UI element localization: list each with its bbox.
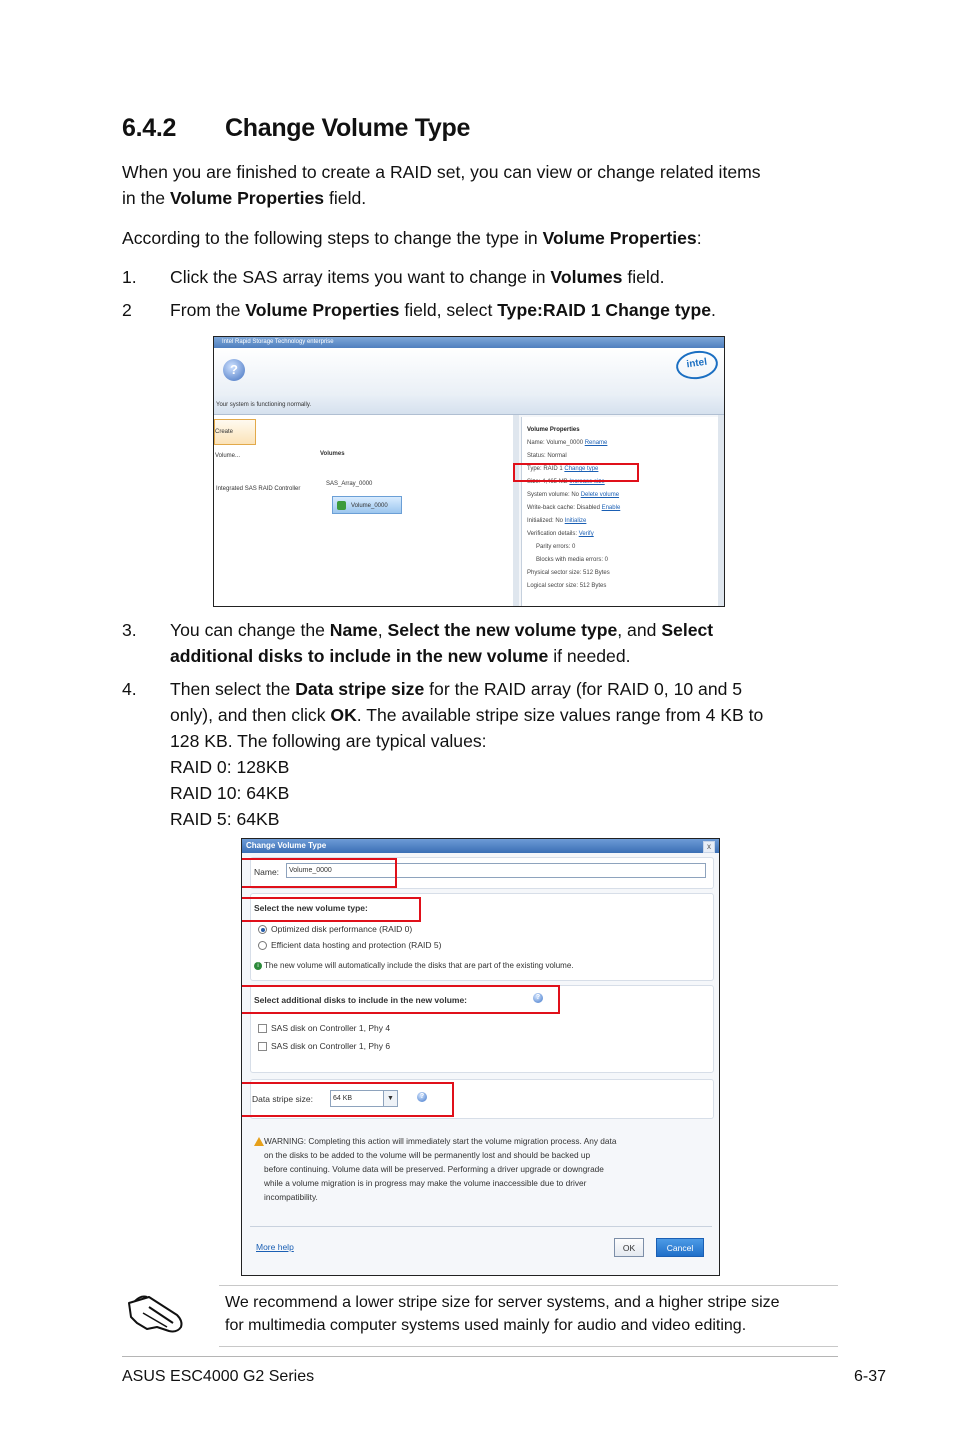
additional-disks-label: Select additional disks to include in the new volume: [254, 995, 468, 1005]
note-text [225, 1291, 835, 1337]
disk-label: SAS disk on Controller 1, Phy 6 [271, 1041, 391, 1051]
help-icon[interactable]: ? [417, 1092, 427, 1102]
initialize-link[interactable]: Initialize [564, 518, 587, 524]
ok-button[interactable]: OK [614, 1238, 644, 1257]
chevron-down-icon[interactable]: ▼ [383, 1091, 397, 1106]
screenshot-storage-manager [213, 336, 725, 607]
footer-rule [122, 1356, 838, 1357]
property-system-volume: System volume: No Delete volume [527, 492, 620, 498]
intro-line: When you are finished to create a RAID set, you can view or change related items [122, 162, 761, 182]
warning-line: before continuing. Volume data will be preserved. Performing a driver upgrade or downgrade [264, 1164, 604, 1174]
pointing-hand-icon [127, 1293, 185, 1337]
highlight-stripe-size [241, 1082, 454, 1117]
intro-paragraph-1 [122, 159, 842, 211]
volume-properties-pane [521, 417, 718, 606]
step-2 [122, 297, 842, 323]
highlight-change-type [513, 463, 639, 482]
rename-link[interactable]: Rename [584, 440, 608, 446]
warning-line: on the disks to be added to the volume will be permanently lost and should be backed up [264, 1150, 591, 1160]
highlight-additional-disks [241, 985, 560, 1014]
note-line: We recommend a lower stripe size for server systems, and a higher stripe size [225, 1294, 780, 1311]
footer-product: ASUS ESC4000 G2 Series [122, 1368, 315, 1385]
property-media-errors: Blocks with media errors: 0 [536, 557, 609, 563]
enable-link[interactable]: Enable [601, 505, 621, 511]
info-icon: i [254, 962, 262, 970]
verify-link[interactable]: Verify [578, 531, 594, 537]
more-help-link[interactable]: More help [256, 1242, 294, 1252]
highlight-name [241, 858, 397, 888]
section-number: 6.4.2 [122, 114, 177, 142]
step-1 [122, 264, 842, 290]
property-verification: Verification details: Verify [527, 531, 594, 537]
close-icon[interactable]: x [703, 841, 715, 853]
step-4 [122, 676, 842, 832]
step-number: 3. [122, 620, 137, 640]
step-text: Click the SAS array items you want to change in Volumes field. [170, 267, 665, 287]
radio-raid5[interactable] [258, 941, 267, 950]
step-number: 2 [122, 300, 132, 320]
property-type: Type: RAID 1 Change type [527, 466, 599, 472]
name-label: Name: [254, 867, 280, 877]
divider [250, 1226, 712, 1227]
footer-page-number: 6-37 [853, 1368, 886, 1385]
disk-label: SAS disk on Controller 1, Phy 4 [271, 1023, 391, 1033]
stripe-value: RAID 5: 64KB [170, 809, 280, 829]
name-input[interactable]: Volume_0000 [286, 863, 706, 878]
note-bottom-rule [219, 1346, 838, 1347]
stripe-size-select[interactable]: 64 KB ▼ [330, 1090, 398, 1107]
help-icon[interactable]: ? [533, 993, 543, 1003]
change-type-link[interactable]: Change type [564, 466, 599, 472]
delete-volume-link[interactable]: Delete volume [580, 492, 620, 498]
step-text: Then select the Data stripe size for the RAID array (for RAID 0, 10 and 5 only), and then click OK. The available stripe size values range from 4 KB to 128 KB. The following are typical values: RAID 0: 128KB RAID 10: 64KB RAID 5: 64KB [170, 679, 764, 829]
intel-logo: intel [674, 348, 719, 382]
disk-checkbox[interactable] [258, 1042, 267, 1051]
status-bar: Your system is functioning normally. [214, 396, 725, 415]
option-raid0-label: Optimized disk performance (RAID 0) [271, 924, 413, 934]
stripe-value: RAID 0: 128KB [170, 757, 290, 777]
option-raid5-label: Efficient data hosting and protection (RAID 5) [271, 940, 442, 950]
step-3 [122, 617, 842, 669]
intro-line: in the Volume Properties field. [122, 188, 367, 208]
property-logical-sector: Logical sector size: 512 Bytes [527, 583, 607, 589]
info-text: The new volume will automatically include the disks that are part of the existing volume. [264, 961, 574, 970]
controller-label: Integrated SAS RAID Controller [216, 486, 301, 492]
step-text: You can change the Name, Select the new volume type, and Select additional disks to include in the new volume if needed. [170, 620, 714, 666]
property-physical-sector: Physical sector size: 512 Bytes [527, 570, 610, 576]
highlight-volume-type [241, 897, 421, 922]
scrollbar[interactable] [718, 415, 724, 606]
intro-paragraph-2: According to the following steps to change the type in Volume Properties: [122, 228, 702, 248]
warning-icon [254, 1137, 264, 1146]
properties-title: Volume Properties [527, 427, 580, 433]
stripe-size-label: Data stripe size: [252, 1094, 313, 1104]
property-size: Size: 4,465 MB Increase size [527, 479, 605, 485]
property-status: Status: Normal [527, 453, 567, 459]
step-number: 4. [122, 679, 137, 699]
section-heading [122, 114, 470, 143]
stripe-value: RAID 10: 64KB [170, 783, 290, 803]
create-volume-button[interactable]: Create Volume... [214, 419, 256, 445]
step-text: From the Volume Properties field, select Type:RAID 1 Change type. [170, 300, 716, 320]
property-initialized: Initialized: No Initialize [527, 518, 587, 524]
dialog-title: Change Volume Type [242, 839, 719, 853]
property-cache: Write-back cache: Disabled Enable [527, 505, 621, 511]
window-titlebar: Intel Rapid Storage Technology enterprise [214, 337, 724, 348]
note-top-rule [219, 1285, 838, 1286]
app-header [214, 348, 724, 397]
warning-line: WARNING: Completing this action will immediately start the volume migration process. Any data [264, 1136, 617, 1146]
warning-line: incompatibility. [264, 1192, 318, 1202]
scrollbar[interactable] [513, 415, 519, 606]
note-line: for multimedia computer systems used mainly for audio and video editing. [225, 1317, 747, 1334]
array-label: SAS_Array_0000 [326, 481, 373, 487]
select-type-label: Select the new volume type: [254, 903, 368, 913]
help-icon[interactable]: ? [223, 359, 245, 381]
increase-size-link[interactable]: Increase size [569, 479, 605, 485]
volumes-header: Volumes [320, 451, 345, 457]
property-name: Name: Volume_0000 Rename [527, 440, 608, 446]
property-parity: Parity errors: 0 [536, 544, 576, 550]
screenshot-change-volume-type [241, 838, 720, 1276]
radio-raid0[interactable] [258, 925, 267, 934]
cancel-button[interactable]: Cancel [656, 1238, 704, 1257]
step-number: 1. [122, 267, 137, 287]
volume-item[interactable]: Volume_0000 [332, 496, 402, 514]
disk-checkbox[interactable] [258, 1024, 267, 1033]
section-title: Change Volume Type [225, 114, 471, 142]
warning-line: while a volume migration is in progress may make the volume inaccessible due to driver [264, 1178, 587, 1188]
